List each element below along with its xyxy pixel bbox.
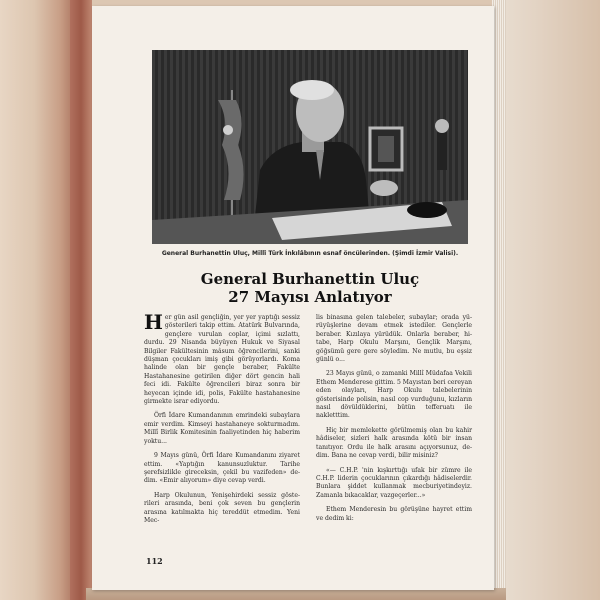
page-number: 112 [146, 556, 163, 566]
drop-cap: H [144, 310, 163, 334]
portrait-photo-icon [152, 50, 468, 244]
paragraph: Ethem Menderesin bu görüşüne hayret ettim ve dedim ki: [316, 506, 472, 522]
paragraph: Örfi İdare Kumandanının emrindeki subaylara emir verdim. Kimseyi hastahaneye sokturmadım. Millî Birlik Komitesinin faaliyetinden hiç haberim yoktu... [144, 412, 300, 445]
paragraph-text: er gün asil gençliğin, yer yer yaptığı sessiz gösterileri takip ettim. Atatürk Bulvarında, gençlere vurulan coplar, içimi sızlattı, durdu. 29 Nisanda büyüyen Hukuk ve Siyasal Bilgiler Fakültesinin mâsum öğrencilerini, sanki düşman çocukları imiş gibi görüyorlardı. Koma halinde olan bir gençle beraber, Fakülte Hastahanesine getirilen diğer dört gencin hali feci idi. Fakülte öğrencileri biraz sonra bir heyecan içinde idi, polis, Fakülte hastahanesine girmekte israr ediyordu. [144, 314, 300, 406]
paragraph: Hiç bir memlekette görülmemiş olan bu kahir hâdiseler, sizleri halk arasında kötü bir insan tanıtıyor. Ordu ile halk arasını açıyorsunuz, dedim. Bana ne cevap verdi, bilir misiniz? [316, 426, 472, 460]
paragraph: lis binasına gelen talebeler, subaylar; orada yürüyüşlerine devam etmek istediler. Gençlerle beraber. Kızılaya yürüdük. Onlarla beraber, hitabe, Harp Okulu Marşını, Gençlik Marşını, göğsümü gere gere söyledim. Ne mutlu, bu eşsiz günlü o... [316, 314, 472, 364]
book-spine [70, 0, 92, 600]
paragraph: 23 Mayıs günü, o zamanki Millî Müdafaa Vekili Ethem Menderese gittim. 5 Mayıstan beri cereyan eden olayları, Harp Okulu talebelerinin gösterisinde polisin, nasıl cop vurduğunu, kızların nasıl dövüldüklerini, bütün tefferuatı ile nakletttim. [316, 370, 472, 420]
article-column-right [316, 314, 472, 529]
photo-caption: General Burhanettin Uluç, Millî Türk İnkılâbının esnaf öncülerinden. (Şimdi İzmir Valisi). [161, 250, 459, 257]
page-stack-edge [492, 0, 506, 600]
portrait-photo [152, 50, 468, 244]
article-title-line-1: General Burhanettin Uluç [200, 270, 420, 288]
paragraph: Harp Okulunun, Yenişehirdeki sessiz gösterileri arasında, beni çok seven bu gençlerin arasına katılmakta hiç tereddüt etmedim. Yeni Mec- [144, 491, 300, 524]
article-title-line-2: 27 Mayısı Anlatıyor [228, 288, 392, 306]
article-column-left [144, 310, 300, 531]
article-title [150, 270, 470, 306]
book-cover-right [500, 0, 600, 600]
paragraph [144, 310, 300, 406]
paragraph: 9 Mayıs günü, Örfi İdare Kumandanını ziyaret ettim. «Yaptığın kanunsuzluktur. Tarihe şerefsizlikle gireceksin, çekil bu vazifeden» dedim. «Emir alıyorum» diye cevap verdi. [144, 452, 300, 485]
paragraph: «— C.H.P. 'nin kışkırttığı ufak bir zümre ile C.H.P. liderin çocuklarının çıkardığı hâdiselerdir. Bunlara şiddet kullanmak mecburiyetindeyiz. Zamanla bıkacaklar, vazgeçerler...» [316, 466, 472, 499]
